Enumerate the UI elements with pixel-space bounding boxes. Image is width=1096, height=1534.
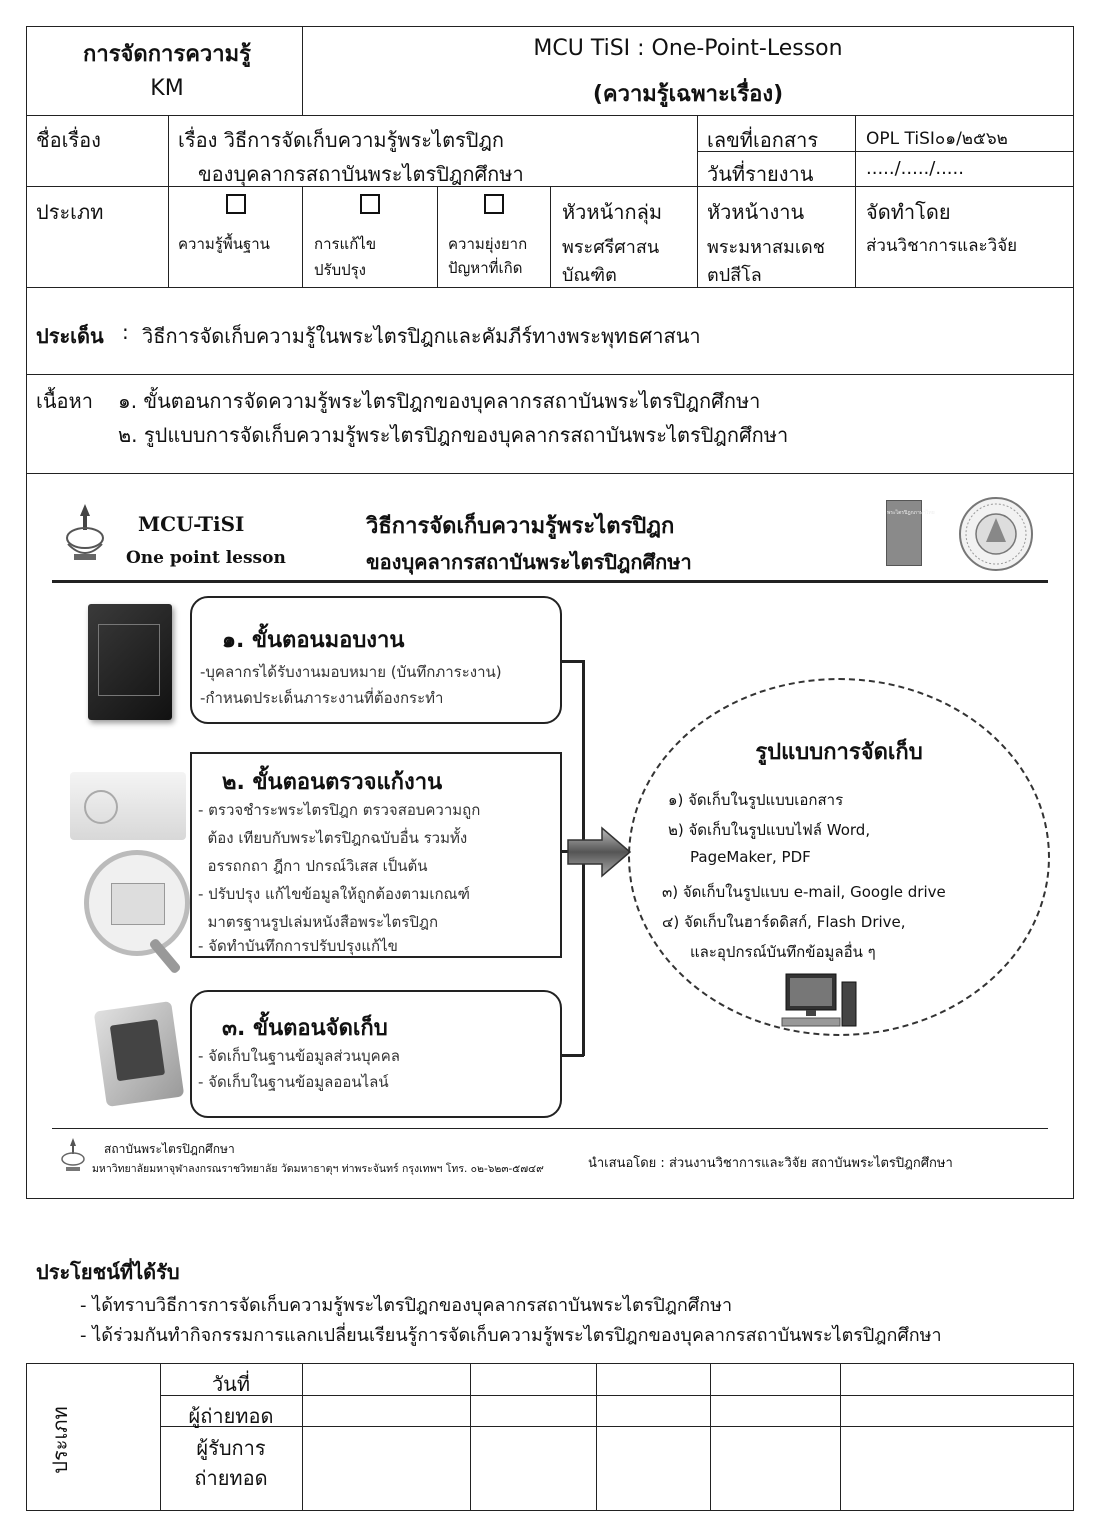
- header-km-label: KM: [150, 76, 184, 101]
- institute-seal-icon: [958, 496, 1034, 572]
- benefit-item-2: - ได้ร่วมกันทำกิจกรรมการแลกเปลี่ยนเรียนรู้การจัดเก็บความรู้พระไตรปิฎกของบุคลากรสถาบันพระไตรปิฎกศึกษา: [80, 1325, 942, 1346]
- info-col-1: [168, 115, 169, 288]
- prepared-by-label: จัดทำโดย: [866, 200, 951, 224]
- header-km-title: การจัดการความรู้: [83, 42, 251, 67]
- doc-no-label: เลขที่เอกสาร: [707, 128, 819, 152]
- step2-item-1: - ตรวจชำระพระไตรปิฎก ตรวจสอบความถูก: [198, 801, 481, 819]
- issue-text: วิธีการจัดเก็บความรู้ในพระไตรปิฎกและคัมภีร์ทางพระพุทธศาสนา: [142, 324, 701, 348]
- table-col-3: [470, 1363, 471, 1511]
- title-label: ชื่อเรื่อง: [36, 128, 101, 152]
- info-col-2: [302, 186, 303, 288]
- circle-item-5: ๔) จัดเก็บในฮาร์ดดิสก์, Flash Drive,: [662, 913, 906, 931]
- option-improve-line2: ปรับปรุง: [314, 261, 367, 279]
- computer-icon: [782, 972, 858, 1030]
- group-head-label: หัวหน้ากลุ่ม: [562, 200, 663, 224]
- content-item-1: ๑. ขั้นตอนการจัดความรู้พระไตรปิฎกของบุคลากรสถาบันพระไตรปิฎกศึกษา: [118, 389, 761, 413]
- table-row-recipient-1: ผู้รับการ: [196, 1436, 266, 1460]
- book-cover-text: พระไตรปิฎกภาษาไทย: [887, 510, 935, 516]
- arrow-right-icon: [566, 826, 632, 878]
- option-problem-line1: ความยุ่งยาก: [448, 235, 528, 253]
- content-label: เนื้อหา: [36, 389, 93, 413]
- tipitaka-book-thumbnail: [886, 500, 935, 566]
- circle-item-1: ๑) จัดเก็บในรูปแบบเอกสาร: [668, 791, 844, 809]
- circle-item-6: และอุปกรณ์บันทึกข้อมูลอื่น ๆ: [690, 943, 876, 961]
- group-head-name2: บัณฑิต: [562, 265, 617, 286]
- table-col-6: [840, 1363, 841, 1511]
- content-item-2: ๒. รูปแบบการจัดเก็บความรู้พระไตรปิฎกของบุคลากรสถาบันพระไตรปิฎกศึกษา: [118, 423, 789, 447]
- step2-item-3: อรรถกถา ฎีกา ปกรณ์วิเสส เป็นต้น: [198, 857, 428, 875]
- circle-title: รูปแบบการจัดเก็บ: [755, 740, 923, 765]
- table-row-transferor: ผู้ถ่ายทอด: [188, 1404, 274, 1428]
- report-date-label: วันที่รายงาน: [707, 162, 814, 186]
- crest-logo-icon: [60, 500, 110, 566]
- info-col-doc: [697, 115, 698, 288]
- benefit-item-1: - ได้ทราบวิธีการการจัดเก็บความรู้พระไตรปิฎกของบุคลากรสถาบันพระไตรปิฎกศึกษา: [80, 1295, 733, 1316]
- step2-item-6: - จัดทำบันทึกการปรับปรุงแก้ไข: [198, 937, 398, 955]
- circle-item-2: ๒) จัดเก็บในรูปแบบไฟล์ Word,: [668, 821, 871, 839]
- header-opl-title: MCU TiSI : One-Point-Lesson: [533, 36, 843, 61]
- hard-drive-image: [94, 1001, 185, 1107]
- footer-org-name: สถาบันพระไตรปิฎกศึกษา: [104, 1142, 235, 1156]
- checkbox-improve[interactable]: [360, 194, 380, 214]
- work-head-name1: พระมหาสมเดช: [707, 237, 825, 258]
- step1-item-1: -บุคลากรได้รับงานมอบหมาย (บันทึกภาระงาน): [200, 663, 502, 681]
- info-col-doc-val: [855, 115, 856, 288]
- circle-item-3: PageMaker, PDF: [690, 848, 811, 866]
- benefits-title: ประโยชน์ที่ได้รับ: [36, 1260, 180, 1284]
- prepared-by-value: ส่วนวิชาการและวิจัย: [866, 236, 1018, 256]
- tipitaka-book-image: [88, 604, 172, 720]
- step3-item-2: - จัดเก็บในฐานข้อมูลออนไลน์: [198, 1073, 389, 1091]
- footer-org-address: มหาวิทยาลัยมหาจุฬาลงกรณราชวิทยาลัย วัดมหาธาตุฯ ท่าพระจันทร์ กรุงเทพฯ โทร. ๐๒-๖๒๓-๕๗๔๙: [92, 1163, 544, 1175]
- checkbox-problem[interactable]: [484, 194, 504, 214]
- title-line1: เรื่อง วิธีการจัดเก็บความรู้พระไตรปิฎก: [178, 128, 505, 152]
- step1-item-2: -กำหนดประเด็นภาระงานที่ต้องกระทำ: [200, 689, 444, 707]
- poster-title-line2: ของบุคลากรสถาบันพระไตรปิฎกศึกษา: [366, 550, 692, 574]
- checkbox-basic[interactable]: [226, 194, 246, 214]
- table-side-label: ประเภท: [48, 1406, 72, 1474]
- documents-photo: [70, 772, 186, 840]
- work-head-label: หัวหน้างาน: [707, 200, 805, 224]
- step2-item-2: ต้อง เทียบกับพระไตรปิฎกฉบับอื่น รวมทั้ง: [198, 829, 468, 847]
- table-row-date: วันที่: [211, 1372, 251, 1396]
- circle-item-4: ๓) จัดเก็บในรูปแบบ e-mail, Google drive: [662, 883, 946, 901]
- poster-header-rule: [52, 580, 1048, 583]
- issue-label: ประเด็น: [36, 324, 104, 348]
- title-line2: ของบุคลากรสถาบันพระไตรปิฎกศึกษา: [198, 162, 524, 186]
- footer-presented-by: นำเสนอโดย : ส่วนงานวิชาการและวิจัย สถาบันพระไตรปิฎกศึกษา: [588, 1156, 953, 1171]
- header-opl-subtitle: (ความรู้เฉพาะเรื่อง): [592, 82, 784, 107]
- step2-title: ๒. ขั้นตอนตรวจแก้งาน: [222, 770, 443, 795]
- step3-title: ๓. ขั้นตอนจัดเก็บ: [222, 1016, 388, 1041]
- step2-item-5: มาตรฐานรูปเล่มหนังสือพระไตรปิฎก: [198, 913, 439, 931]
- option-basic-label: ความรู้พื้นฐาน: [178, 235, 270, 253]
- issue-sep: :: [122, 320, 129, 344]
- option-improve-line1: การแก้ไข: [314, 235, 377, 253]
- poster-brand-sub: One point lesson: [126, 548, 286, 568]
- option-problem-line2: ปัญหาที่เกิด: [448, 259, 523, 277]
- table-col-2: [302, 1363, 303, 1511]
- poster-brand-title: MCU-TiSI: [138, 512, 245, 536]
- group-head-name1: พระศรีศาสน: [562, 237, 660, 258]
- poster-title-line1: วิธีการจัดเก็บความรู้พระไตรปิฎก: [366, 514, 675, 539]
- connector-step3: [562, 1054, 584, 1057]
- step1-title: ๑. ขั้นตอนมอบงาน: [222, 628, 405, 653]
- info-col-3: [437, 186, 438, 288]
- table-col-4: [596, 1363, 597, 1511]
- work-head-name2: ตปสีโล: [707, 265, 762, 286]
- poster-footer-rule: [52, 1128, 1048, 1129]
- type-label: ประเภท: [36, 200, 104, 224]
- magnifier-book-image[interactable]: [84, 850, 190, 956]
- connector-step1: [562, 660, 584, 663]
- table-col-5: [710, 1363, 711, 1511]
- doc-no-value: OPL TiSI๐๑/๒๕๖๒: [866, 129, 1008, 149]
- info-col-4: [550, 186, 551, 288]
- step3-item-1: - จัดเก็บในฐานข้อมูลส่วนบุคคล: [198, 1047, 400, 1065]
- footer-crest-icon: [58, 1136, 88, 1174]
- report-date-value: ...../...../.....: [866, 158, 964, 179]
- step2-item-4: - ปรับปรุง แก้ไขข้อมูลให้ถูกต้องตามเกณฑ์: [198, 885, 470, 903]
- table-row-recipient-2: ถ่ายทอด: [194, 1466, 268, 1490]
